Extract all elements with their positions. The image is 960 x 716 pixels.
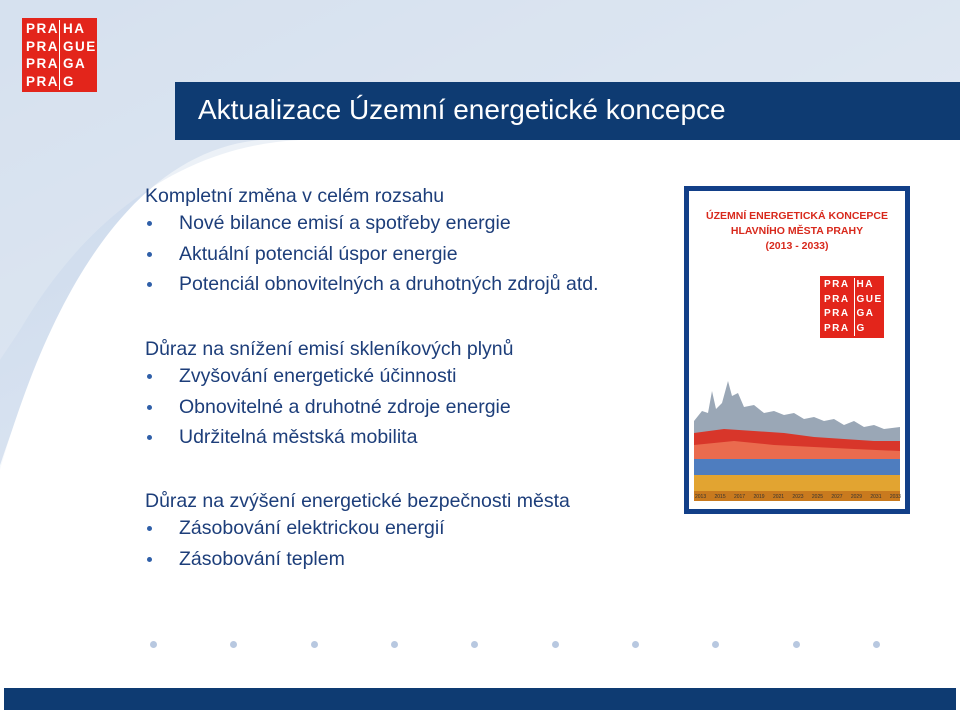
logo-text: PRA (26, 73, 60, 89)
bullet-dot-icon (147, 435, 152, 440)
list-item-text: Nové bilance emisí a spotřeby energie (179, 212, 511, 234)
logo-text: G (59, 73, 97, 91)
list-item (145, 269, 599, 300)
logo-text: GA (854, 307, 884, 322)
list-item (145, 392, 514, 423)
bullet-dot-icon (147, 282, 152, 287)
logo-text: HA (854, 278, 884, 293)
year-label: 2031 (870, 494, 882, 500)
section-heading: Důraz na zvýšení energetické bezpečnosti města (145, 490, 570, 512)
bullet-dot-icon (147, 221, 152, 226)
dot-icon (632, 641, 639, 648)
year-label: 2027 (831, 494, 843, 500)
list-item (145, 513, 570, 544)
year-label: 2029 (850, 494, 862, 500)
section-heading: Důraz na snížení emisí skleníkových plynů (145, 338, 514, 360)
list-item-text: Obnovitelné a druhotné zdroje energie (179, 395, 511, 418)
cover-title-line: ÚZEMNÍ ENERGETICKÁ KONCEPCE (705, 210, 888, 222)
decorative-dot-row (150, 641, 880, 648)
year-label: 2021 (772, 494, 785, 500)
list-item-text: Potenciál obnovitelných a druhotných zdrojů atd. (179, 273, 599, 295)
cover-title-line: (2013 - 2033) (765, 240, 829, 252)
bullet-dot-icon (147, 557, 152, 562)
bullet-dot-icon (147, 405, 152, 410)
list-item (145, 422, 514, 453)
slide-title: Aktualizace Územní energetické koncepce (198, 94, 726, 125)
footer-band (4, 688, 956, 710)
logo-text: PRA (824, 279, 850, 290)
list-item (145, 544, 570, 575)
dot-icon (793, 641, 800, 648)
logo-text: PRA (26, 38, 60, 54)
logo-text: G (854, 322, 884, 337)
dot-icon (471, 641, 478, 648)
dot-icon (552, 641, 559, 648)
dot-icon (391, 641, 398, 648)
bullet-list (145, 513, 570, 574)
bullet-dot-icon (147, 374, 152, 379)
logo-text: HA (59, 20, 97, 38)
cover-year-axis (695, 494, 901, 500)
logo-text: GUE (854, 293, 884, 308)
list-item (145, 239, 599, 270)
bullet-list (145, 208, 599, 300)
logo-text: PRA (26, 56, 60, 71)
logo-text: PRA (26, 21, 60, 36)
list-item-text: Zásobování elektrickou energií (179, 517, 445, 539)
list-item-text: Zvyšování energetické účinnosti (179, 365, 457, 387)
year-label: 2013 (695, 494, 707, 500)
bullet-list (145, 361, 514, 453)
cover-title-line: HLAVNÍHO MĚSTA PRAHY (730, 225, 864, 237)
year-label: 2033 (889, 494, 901, 500)
logo-text: GUE (59, 38, 97, 56)
dot-icon (712, 641, 719, 648)
year-label: 2015 (714, 494, 726, 500)
section-security (145, 489, 570, 574)
year-label: 2017 (733, 494, 746, 500)
report-cover-image (684, 186, 910, 514)
section-complete-change (145, 184, 599, 300)
list-item (145, 208, 599, 239)
list-item-text: Udržitelná městská mobilita (179, 426, 418, 448)
logo-text: PRA (824, 293, 850, 305)
year-label: 2025 (811, 494, 824, 500)
logo-text: PRA (824, 308, 850, 319)
list-item-text: Zásobování teplem (179, 547, 345, 570)
list-item (145, 361, 514, 392)
bullet-dot-icon (147, 526, 152, 531)
list-item-text: Aktuální potenciál úspor energie (179, 242, 458, 265)
dot-icon (311, 641, 318, 648)
dot-icon (873, 641, 880, 648)
logo-text: GA (59, 55, 97, 73)
dot-icon (150, 641, 157, 648)
praha-logo (22, 18, 97, 92)
cover-title (689, 209, 905, 254)
cover-skyline-graphic (694, 341, 900, 501)
year-label: 2019 (753, 494, 765, 500)
section-emissions (145, 337, 514, 453)
section-heading: Kompletní změna v celém rozsahu (145, 185, 445, 207)
dot-icon (230, 641, 237, 648)
bullet-dot-icon (147, 252, 152, 257)
year-label: 2023 (792, 494, 804, 500)
logo-text: PRA (824, 322, 850, 334)
cover-praha-logo (820, 276, 884, 338)
